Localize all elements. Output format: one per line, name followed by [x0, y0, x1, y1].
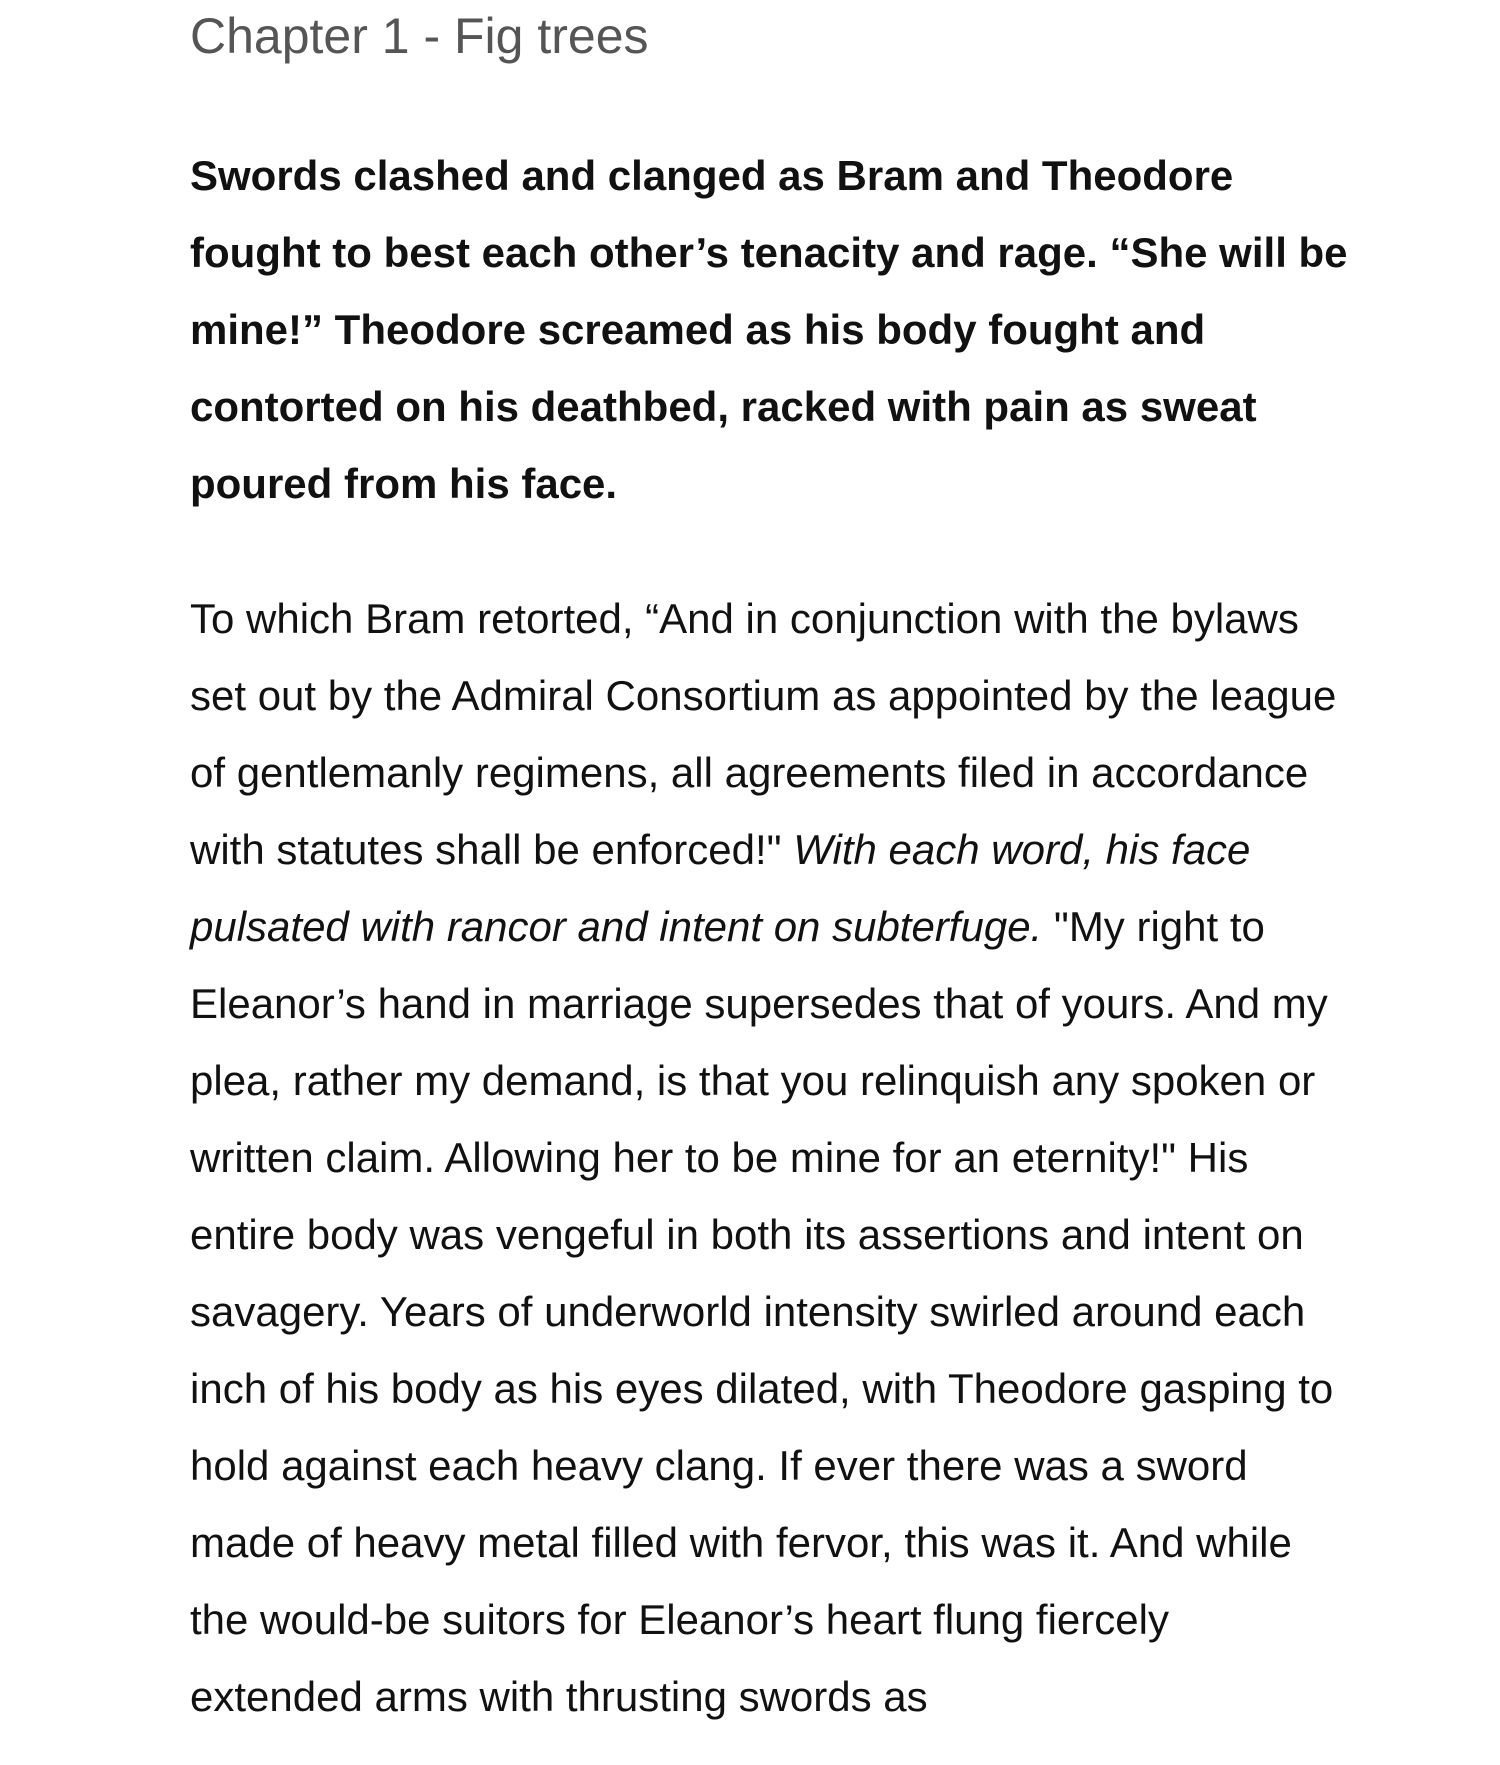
body-paragraph	[190, 580, 1350, 1735]
body-text-part-2: "My right to Eleanor’s hand in marriage supersedes that of yours. And my plea, rather my demand, is that you relinquish any spoken or written claim. Allowing her to be mine for an eternity!" His entire body was vengeful in both its assertions and intent on savagery. Years of underworld intensity swirled around each inch of his body as his eyes dilated, with Theodore gasping to hold against each heavy clang. If ever there was a sword made of heavy metal filled with fervor, this was it. And while the would-be suitors for Eleanor’s heart flung fiercely extended arms with thrusting swords as	[190, 903, 1334, 1720]
body-text-italic: With each word, his face pulsated with rancor and intent on subterfuge.	[190, 826, 1251, 950]
body-text-part-1: To which Bram retorted, “And in conjunction with the bylaws set out by the Admiral Consortium as appointed by the league of gentlemanly regimens, all agreements filed in accordance with statutes shall be enforced!"	[190, 595, 1337, 873]
chapter-title: Chapter 1 - Fig trees	[190, 8, 649, 64]
lead-paragraph: Swords clashed and clanged as Bram and Theodore fought to best each other’s tenacity and rage. “She will be mine!” Theodore screamed as his body fought and contorted on his deathbed, racked with pain as sweat poured from his face.	[190, 152, 1348, 507]
document-page	[190, 0, 1350, 1735]
